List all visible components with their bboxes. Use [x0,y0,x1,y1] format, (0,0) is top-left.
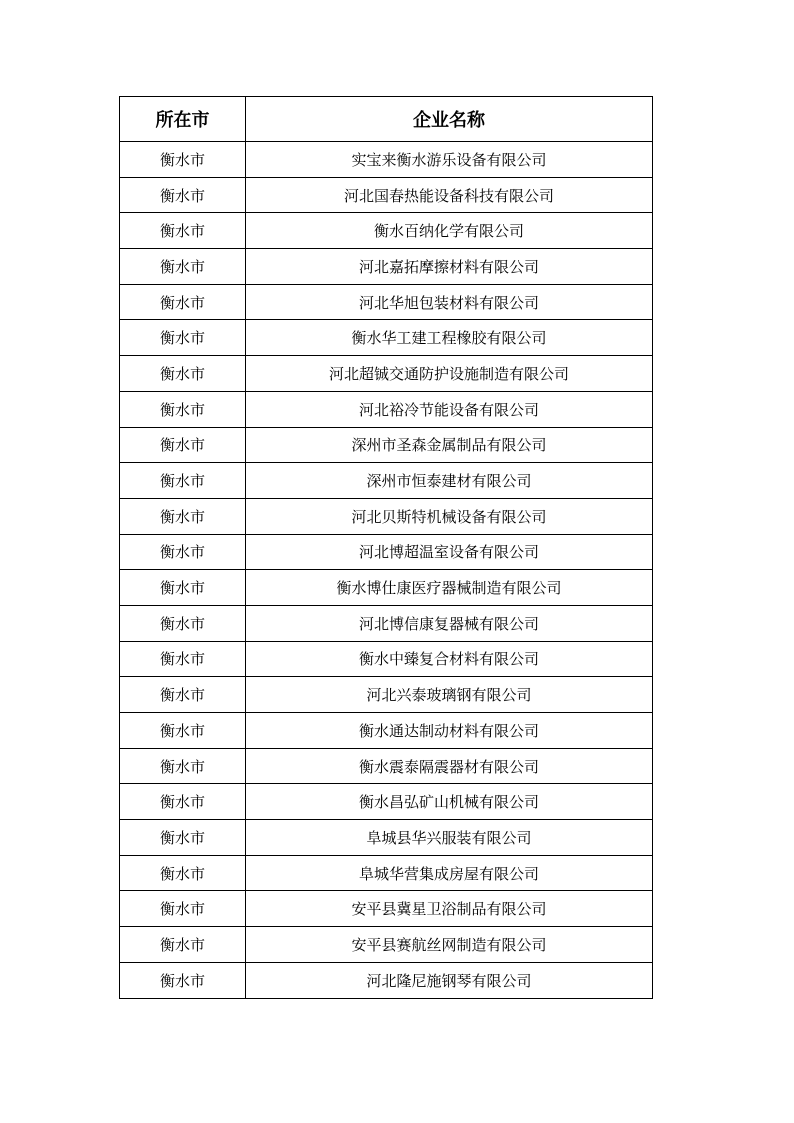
company-name-cell: 实宝来衡水游乐设备有限公司 [246,142,653,178]
city-cell: 衡水市 [120,427,246,463]
company-name-cell: 河北兴泰玻璃钢有限公司 [246,677,653,713]
city-cell: 衡水市 [120,962,246,998]
city-cell: 衡水市 [120,463,246,499]
city-cell: 衡水市 [120,177,246,213]
table-row [120,605,653,641]
table-row [120,784,653,820]
company-name-cell: 河北博信康复器械有限公司 [246,605,653,641]
city-cell: 衡水市 [120,213,246,249]
city-cell: 衡水市 [120,891,246,927]
table-row [120,427,653,463]
table-row [120,891,653,927]
city-cell: 衡水市 [120,820,246,856]
company-name-cell: 阜城华营集成房屋有限公司 [246,855,653,891]
city-cell: 衡水市 [120,677,246,713]
table-row [120,962,653,998]
table-row [120,213,653,249]
company-name-cell: 河北贝斯特机械设备有限公司 [246,498,653,534]
company-name-cell: 安平县冀星卫浴制品有限公司 [246,891,653,927]
company-name-cell: 河北博超温室设备有限公司 [246,534,653,570]
table-row [120,641,653,677]
city-cell: 衡水市 [120,249,246,285]
city-cell: 衡水市 [120,498,246,534]
company-name-cell: 河北超铖交通防护设施制造有限公司 [246,356,653,392]
table-header-row [120,97,653,142]
city-cell: 衡水市 [120,713,246,749]
city-cell: 衡水市 [120,534,246,570]
company-name-cell: 衡水中臻复合材料有限公司 [246,641,653,677]
company-name-cell: 河北隆尼施钢琴有限公司 [246,962,653,998]
table-row [120,356,653,392]
company-name-cell: 河北国春热能设备科技有限公司 [246,177,653,213]
company-name-cell: 衡水通达制动材料有限公司 [246,713,653,749]
company-name-cell: 河北嘉拓摩擦材料有限公司 [246,249,653,285]
table-row [120,570,653,606]
table-row [120,677,653,713]
table-row [120,498,653,534]
company-name-cell: 深州市恒泰建材有限公司 [246,463,653,499]
company-name-cell: 衡水震泰隔震器材有限公司 [246,748,653,784]
table-body [120,142,653,999]
city-cell: 衡水市 [120,284,246,320]
company-name-cell: 衡水博仕康医疗器械制造有限公司 [246,570,653,606]
company-name-cell: 阜城县华兴服装有限公司 [246,820,653,856]
table-row [120,320,653,356]
table-row [120,249,653,285]
header-company-name: 企业名称 [246,97,653,142]
table-row [120,463,653,499]
table-row [120,748,653,784]
city-cell: 衡水市 [120,356,246,392]
city-cell: 衡水市 [120,142,246,178]
table-row [120,820,653,856]
company-name-cell: 衡水华工建工程橡胶有限公司 [246,320,653,356]
table-row [120,391,653,427]
header-city: 所在市 [120,97,246,142]
company-name-cell: 衡水百纳化学有限公司 [246,213,653,249]
city-cell: 衡水市 [120,570,246,606]
city-cell: 衡水市 [120,927,246,963]
table-row [120,284,653,320]
company-name-cell: 安平县赛航丝网制造有限公司 [246,927,653,963]
city-cell: 衡水市 [120,391,246,427]
city-cell: 衡水市 [120,748,246,784]
table-row [120,713,653,749]
table-row [120,534,653,570]
company-name-cell: 河北华旭包装材料有限公司 [246,284,653,320]
city-cell: 衡水市 [120,605,246,641]
company-name-cell: 河北裕冷节能设备有限公司 [246,391,653,427]
company-name-cell: 衡水昌弘矿山机械有限公司 [246,784,653,820]
enterprise-table [119,96,653,999]
company-name-cell: 深州市圣森金属制品有限公司 [246,427,653,463]
table-row [120,142,653,178]
city-cell: 衡水市 [120,641,246,677]
table-row [120,855,653,891]
city-cell: 衡水市 [120,320,246,356]
table-row [120,177,653,213]
city-cell: 衡水市 [120,784,246,820]
city-cell: 衡水市 [120,855,246,891]
table-row [120,927,653,963]
